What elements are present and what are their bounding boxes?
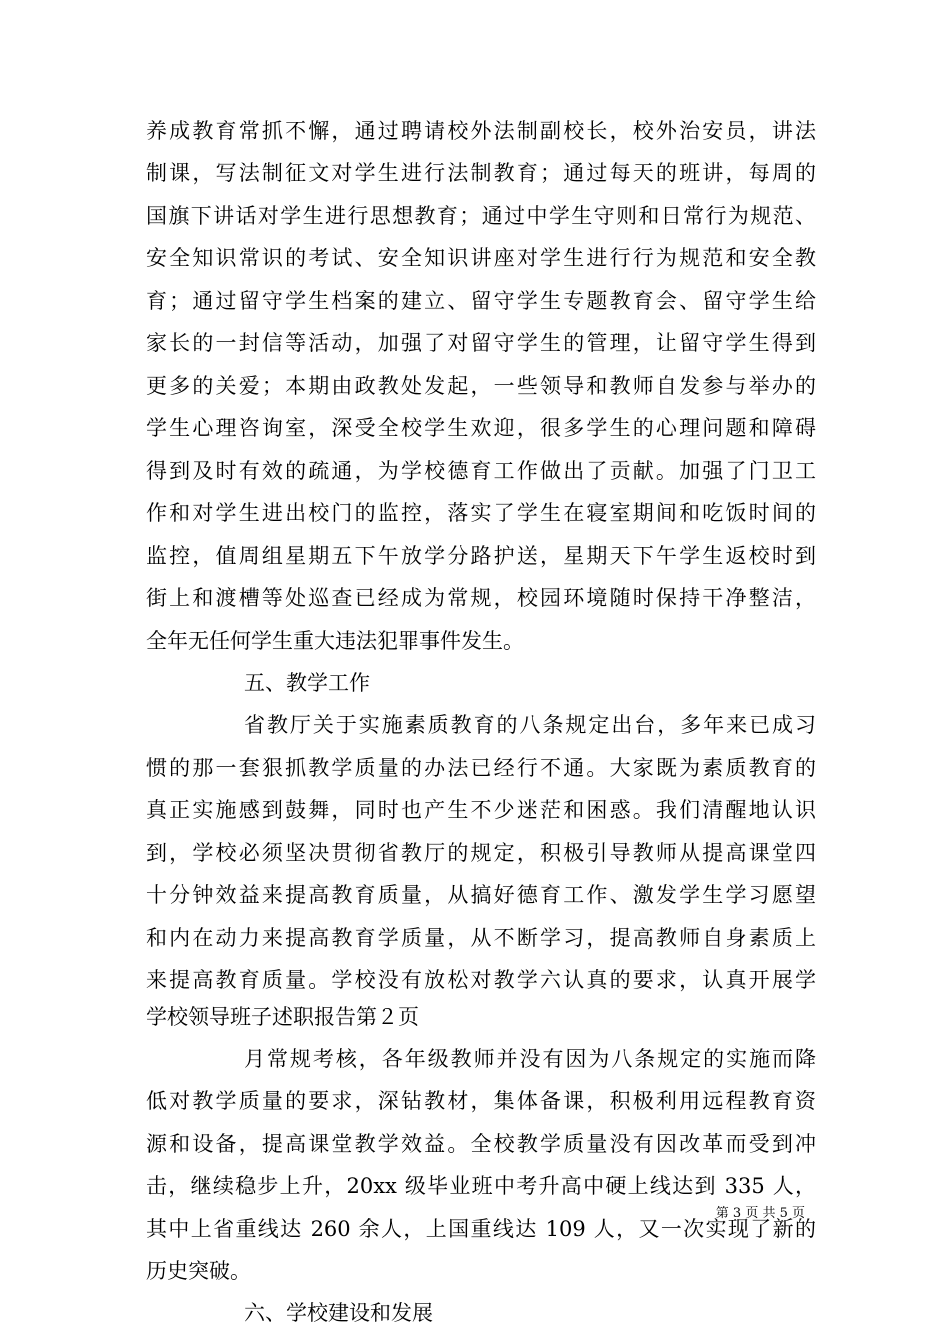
paragraph-line: 监控，值周组星期五下午放学分路护送，星期天下午学生返校时到 — [146, 544, 816, 568]
paragraph-line: 到，学校必须坚决贯彻省教厅的规定，积极引导教师从提高课堂四 — [146, 841, 816, 865]
section-heading: 六、学校建设和发展 — [244, 1301, 433, 1325]
section-heading: 五、教学工作 — [244, 671, 370, 695]
paragraph-line: 更多的关爱；本期由政教处发起，一些领导和教师自发参与举办的 — [146, 374, 816, 398]
paragraph-line: 养成教育常抓不懈，通过聘请校外法制副校长，校外治安员，讲法 — [146, 119, 816, 143]
paragraph-line: 来提高教育质量。学校没有放松对教学六认真的要求，认真开展学 — [146, 968, 816, 992]
paragraph-line: 育；通过留守学生档案的建立、留守学生专题教育会、留守学生给 — [146, 289, 816, 313]
paragraph-line: 历史突破。 — [146, 1259, 251, 1283]
paragraph-line: 制课，写法制征文对学生进行法制教育；通过每天的班讲，每周的 — [146, 161, 816, 185]
paragraph-line: 真正实施感到鼓舞，同时也产生不少迷茫和困惑。我们清醒地认识 — [146, 798, 816, 822]
paragraph-line: 安全知识常识的考试、安全知识讲座对学生进行行为规范和安全教 — [146, 246, 816, 270]
paragraph-line: 得到及时有效的疏通，为学校德育工作做出了贡献。加强了门卫工 — [146, 459, 816, 483]
paragraph-line: 省教厅关于实施素质教育的八条规定出台，多年来已成习 — [244, 713, 816, 737]
paragraph-line: 家长的一封信等活动，加强了对留守学生的管理，让留守学生得到 — [146, 331, 816, 355]
paragraph-line: 街上和渡槽等处巡查已经成为常规，校园环境随时保持干净整洁， — [146, 586, 816, 610]
paragraph-line: 击，继续稳步上升，20xx 级毕业班中考升高中硬上线达到 335 人， — [146, 1174, 816, 1198]
running-title: 学校领导班子述职报告第２页 — [146, 1005, 419, 1029]
paragraph-line: 全年无任何学生重大违法犯罪事件发生。 — [146, 629, 524, 653]
paragraph-line: 国旗下讲话对学生进行思想教育；通过中学生守则和日常行为规范、 — [146, 204, 816, 228]
page-number-footer: 第 3 页 共 5 页 — [715, 1206, 805, 1221]
paragraph-line: 其中上省重线达 260 余人，上国重线达 109 人，又一次实现了新的 — [146, 1217, 816, 1241]
paragraph-line: 低对教学质量的要求，深钻教材，集体备课，积极利用远程教育资 — [146, 1089, 816, 1113]
paragraph-line: 惯的那一套狠抓教学质量的办法已经行不通。大家既为素质教育的 — [146, 756, 816, 780]
paragraph-line: 源和设备，提高课堂教学效益。全校教学质量没有因改革而受到冲 — [146, 1132, 816, 1156]
paragraph-line: 作和对学生进出校门的监控，落实了学生在寝室期间和吃饭时间的 — [146, 501, 816, 525]
paragraph-line: 和内在动力来提高教育学质量，从不断学习，提高教师自身素质上 — [146, 926, 816, 950]
paragraph-line: 十分钟效益来提高教育质量，从搞好德育工作、激发学生学习愿望 — [146, 883, 816, 907]
paragraph-line: 月常规考核，各年级教师并没有因为八条规定的实施而降 — [244, 1047, 816, 1071]
paragraph-line: 学生心理咨询室，深受全校学生欢迎，很多学生的心理问题和障碍 — [146, 416, 816, 440]
